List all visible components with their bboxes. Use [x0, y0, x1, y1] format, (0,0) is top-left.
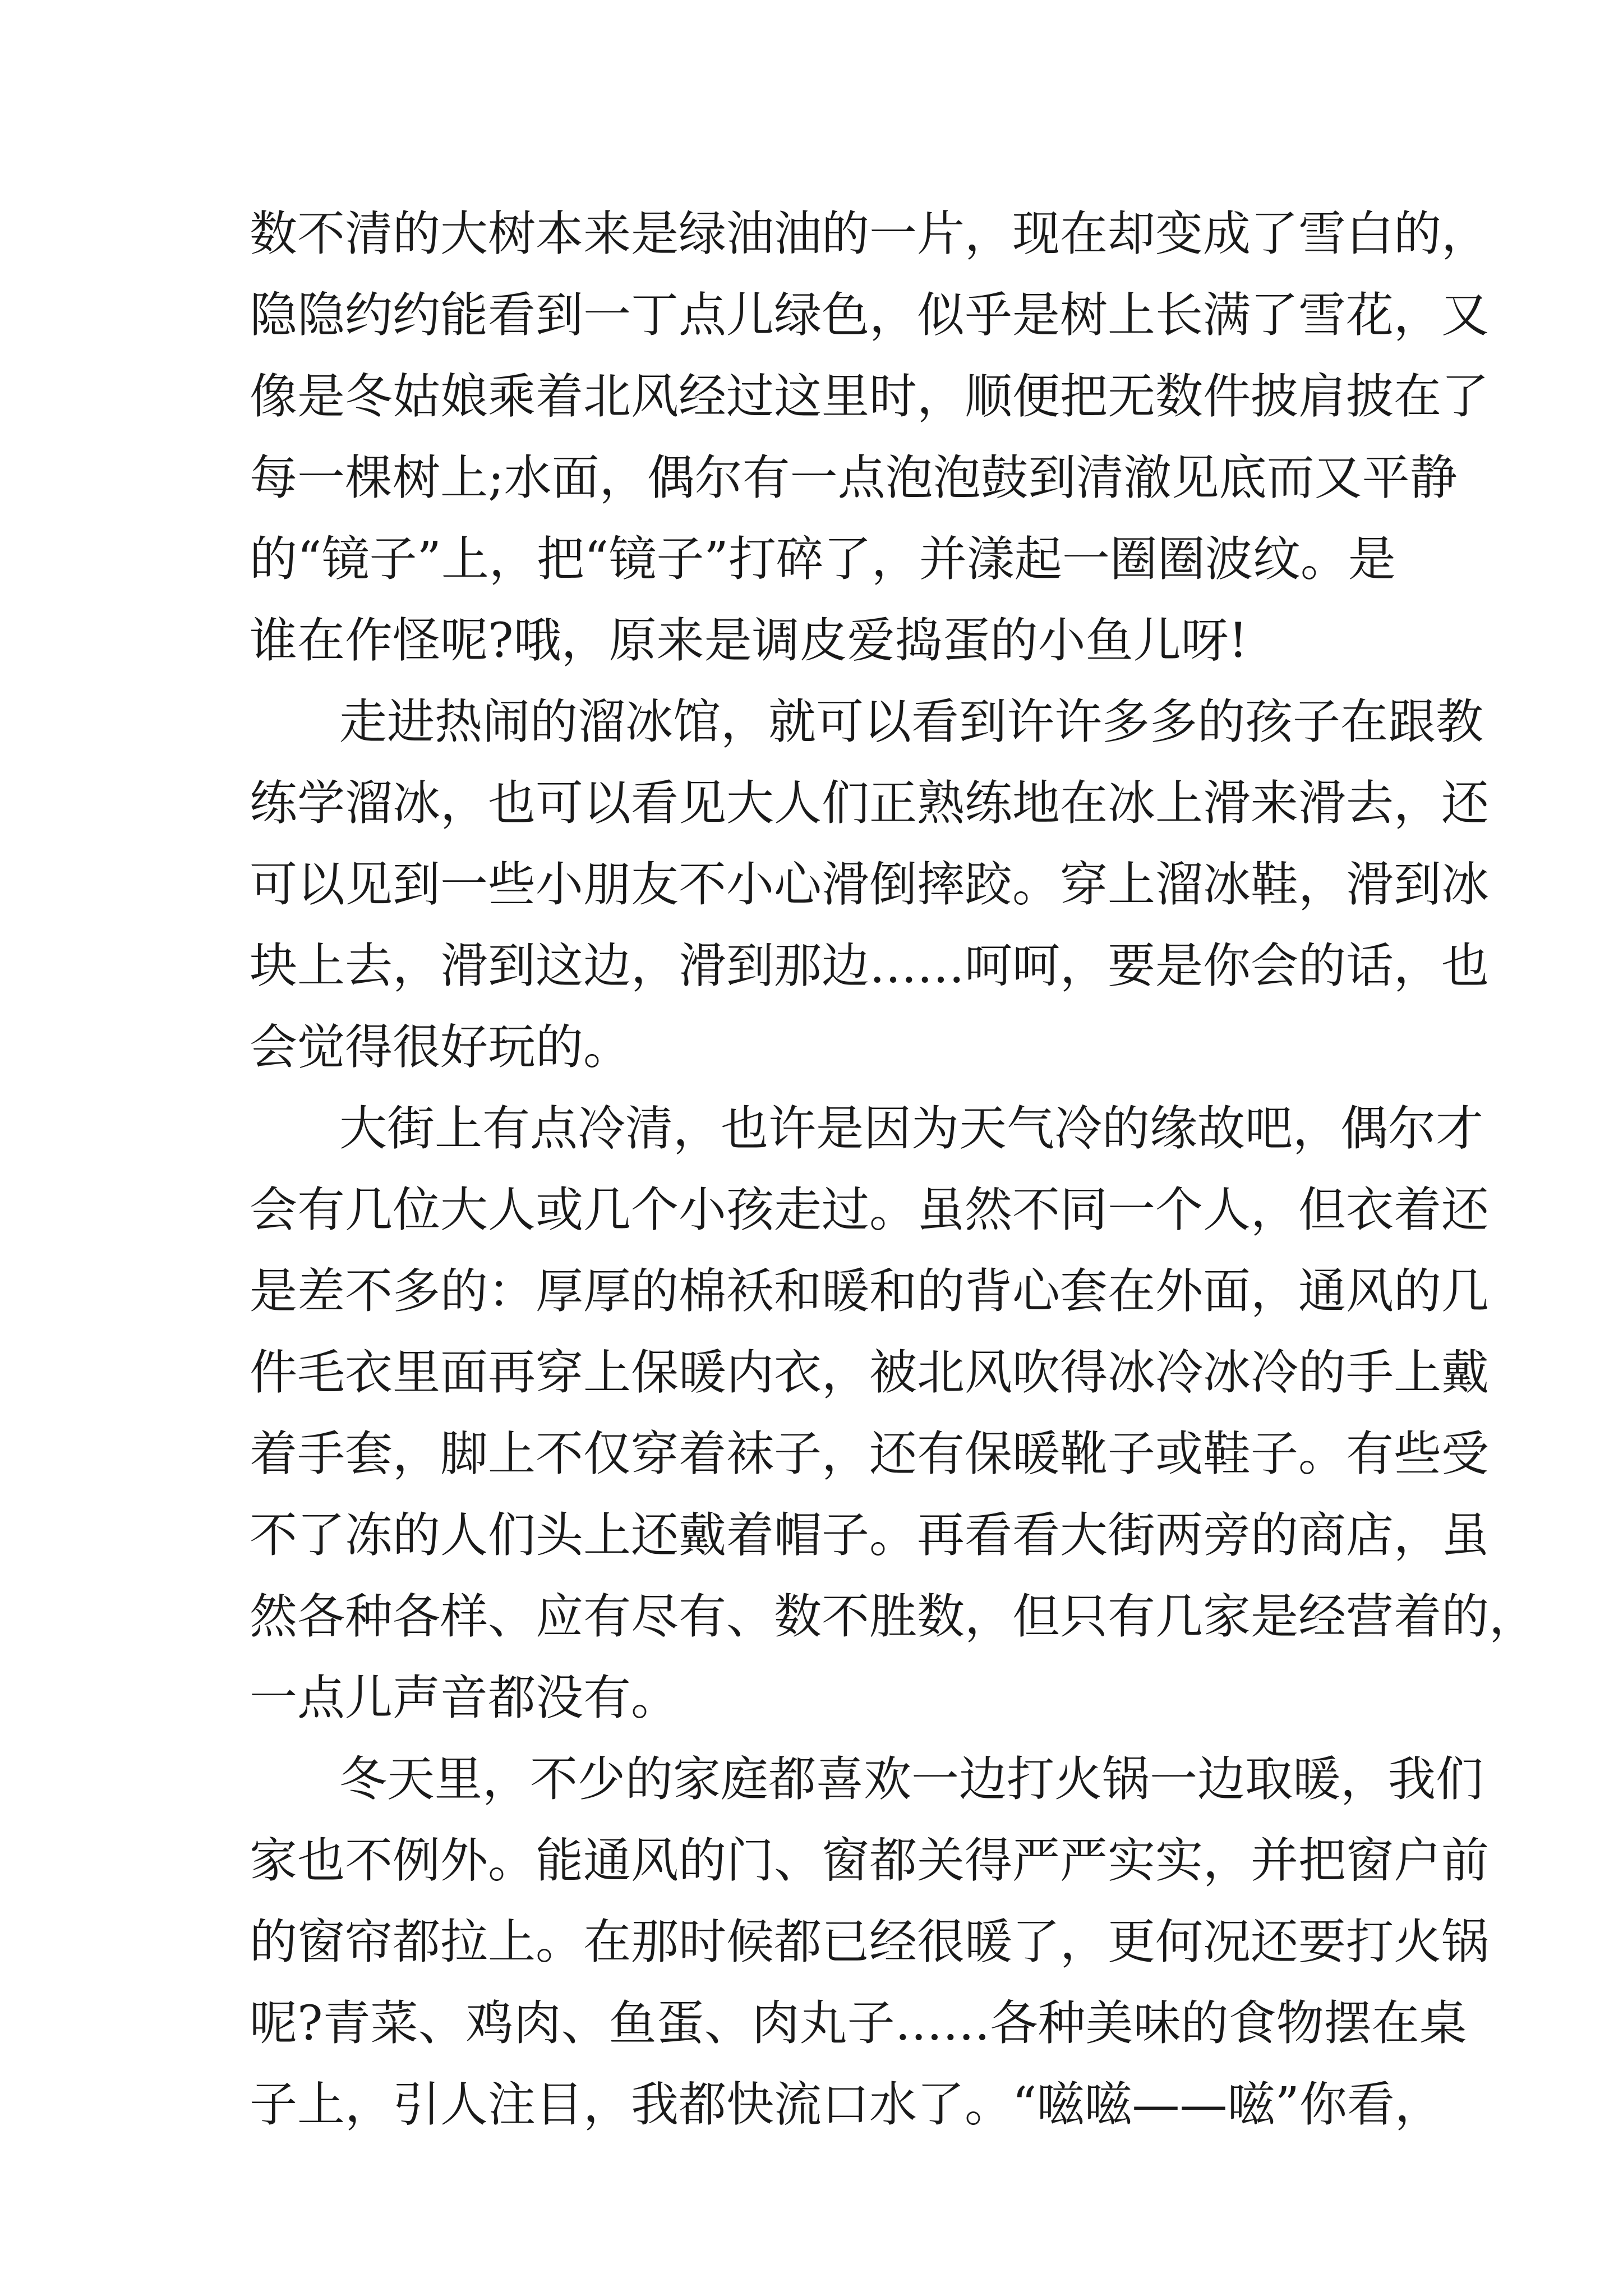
paragraph-winter-trees-water: [250, 194, 1490, 682]
text-line: 每一棵树上;水面，偶尔有一点泡泡鼓到清澈见底而又平静: [250, 450, 1458, 506]
text-line: 大街上有点冷清，也许是因为天气冷的缘故吧，偶尔才: [339, 1101, 1484, 1157]
text-line: 谁在作怪呢?哦，原来是调皮爱捣蛋的小鱼儿呀!: [250, 613, 1248, 669]
paragraph-skating-rink: [250, 682, 1490, 1088]
text-line: 可以见到一些小朋友不小心滑倒摔跤。穿上溜冰鞋，滑到冰: [250, 857, 1490, 913]
text-line: 是差不多的：厚厚的棉袄和暖和的背心套在外面，通风的几: [250, 1264, 1490, 1319]
text-line: 隐隐约约能看到一丁点儿绿色，似乎是树上长满了雪花，又: [250, 288, 1490, 343]
text-line: 冬天里，不少的家庭都喜欢一边打火锅一边取暖，我们: [339, 1752, 1484, 1807]
paragraph-hotpot: [250, 1739, 1490, 2146]
text-line: 不了冻的人们头上还戴着帽子。再看看大街两旁的商店，虽: [250, 1508, 1490, 1563]
text-line: 的“镜子”上，把“镜子”打碎了，并漾起一圈圈波纹。是: [250, 532, 1396, 587]
text-line: 的窗帘都拉上。在那时候都已经很暖了，更何况还要打火锅: [250, 1915, 1490, 1970]
text-line: 练学溜冰，也可以看见大人们正熟练地在冰上滑来滑去，还: [250, 776, 1490, 831]
text-line: 一点儿声音都没有。: [250, 1671, 679, 1726]
text-line: 块上去，滑到这边，滑到那边……呵呵，要是你会的话，也: [250, 938, 1490, 994]
text-line: 件毛衣里面再穿上保暖内衣，被北风吹得冰冷冰冷的手上戴: [250, 1345, 1490, 1401]
document-body: [250, 194, 1537, 2146]
text-line: 着手套，脚上不仅穿着袜子，还有保暖靴子或鞋子。有些受: [250, 1427, 1490, 1482]
text-line: 数不清的大树本来是绿油油的一片，现在却变成了雪白的，: [250, 206, 1490, 262]
text-line: 走进热闹的溜冰馆，就可以看到许许多多的孩子在跟教: [339, 694, 1484, 750]
text-line: 呢?青菜、鸡肉、鱼蛋、肉丸子……各种美味的食物摆在桌: [250, 1996, 1467, 2051]
text-line: 子上，引人注目，我都快流口水了。“嗞嗞——嗞”你看，: [250, 2077, 1442, 2133]
text-line: 会觉得很好玩的。: [250, 1020, 631, 1075]
text-line: 会有几位大人或几个小孩走过。虽然不同一个人，但衣着还: [250, 1182, 1490, 1238]
text-line: 家也不例外。能通风的门、窗都关得严严实实，并把窗户前: [250, 1833, 1490, 1889]
text-line: 然各种各样、应有尽有、数不胜数，但只有几家是经营着的，: [250, 1589, 1537, 1645]
text-line: 像是冬姑娘乘着北风经过这里时，顺便把无数件披肩披在了: [250, 369, 1490, 425]
paragraph-street: [250, 1088, 1537, 1739]
